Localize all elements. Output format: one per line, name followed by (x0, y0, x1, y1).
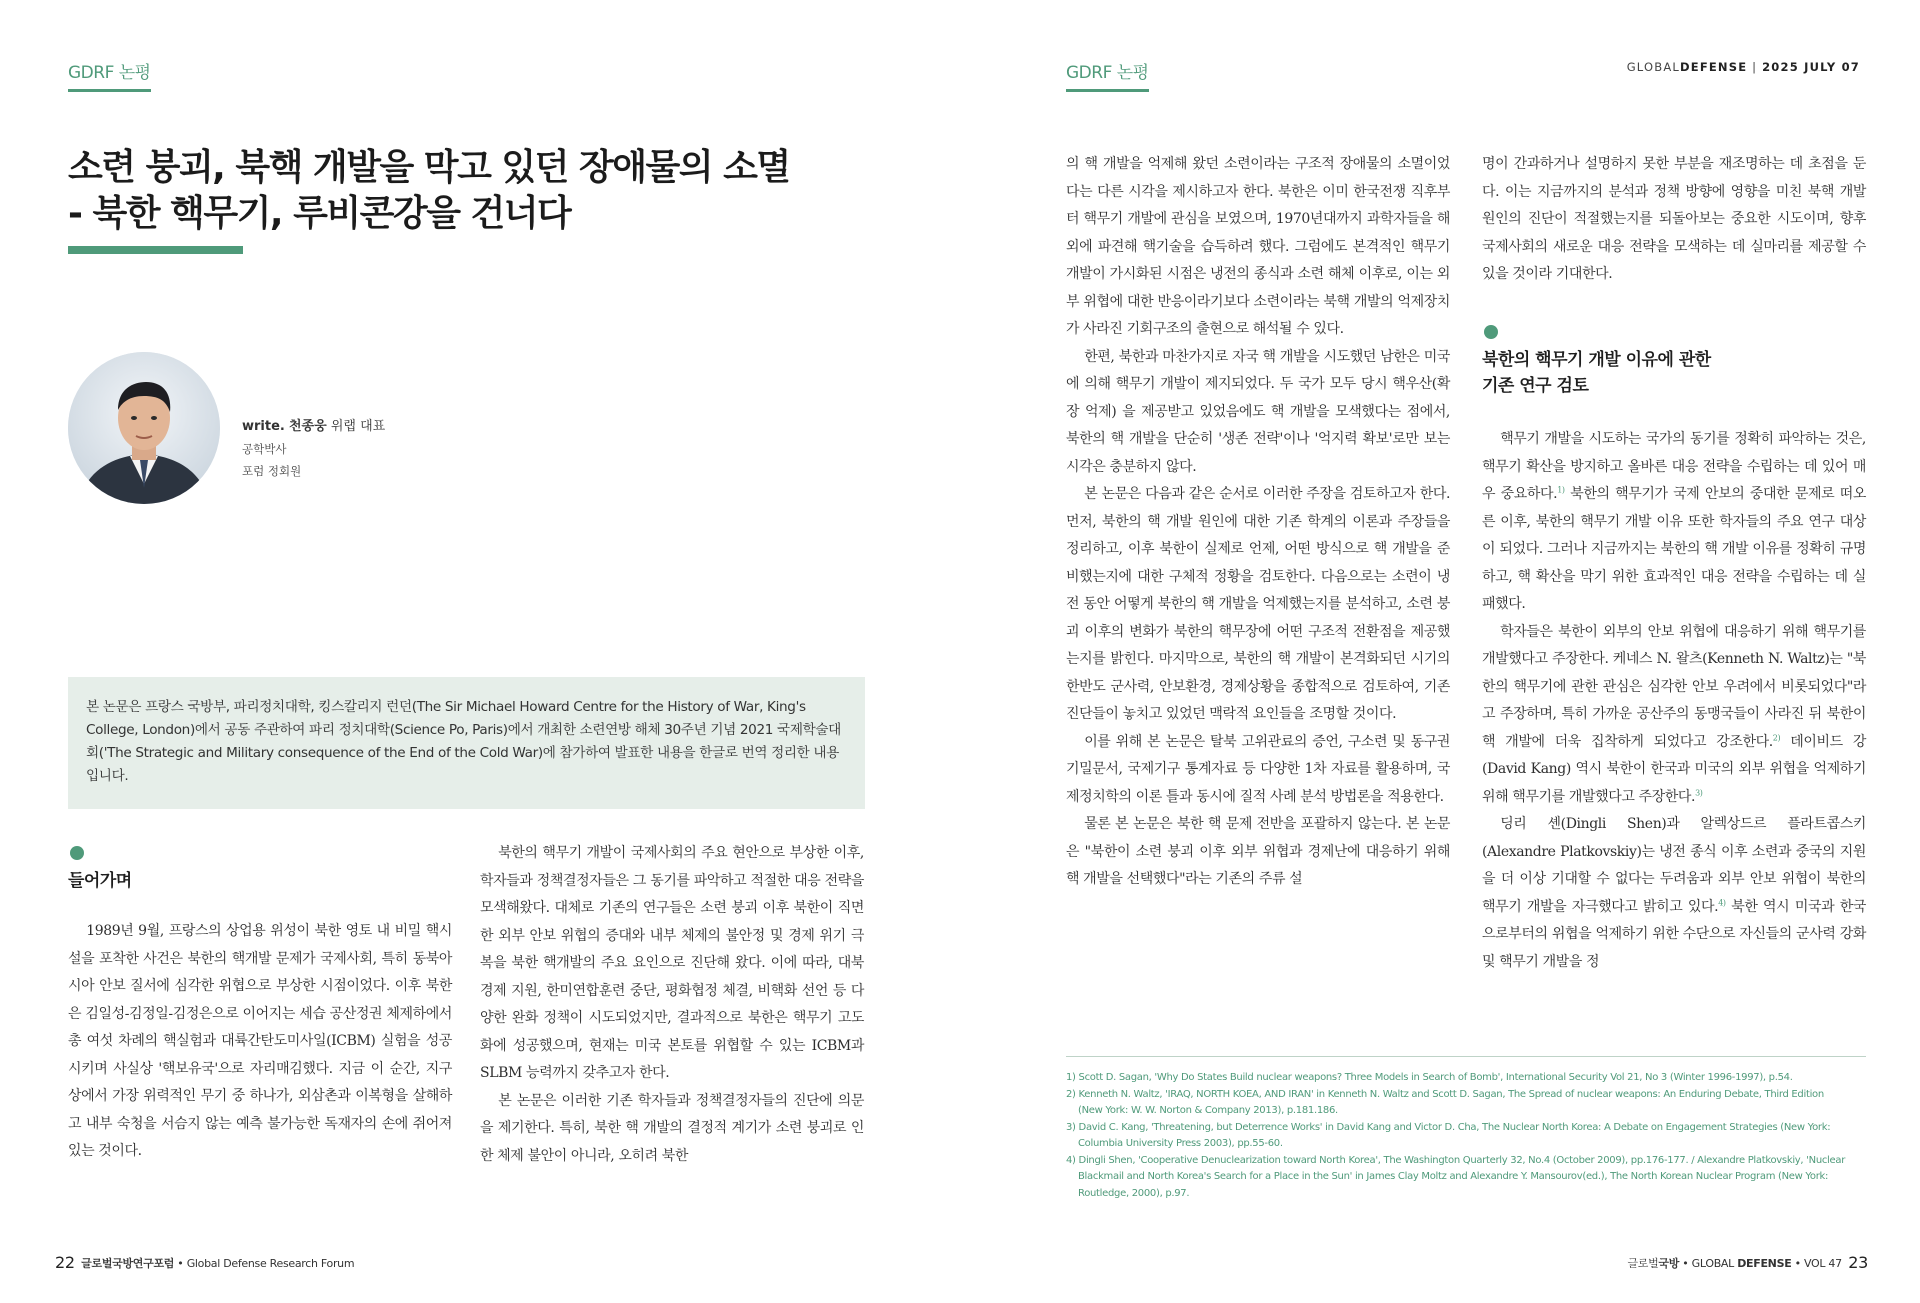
folio-english: Global Defense Research Forum (186, 1257, 355, 1270)
author-affiliation: 포럼 정회원 (242, 464, 302, 478)
folio-korean-light: 글로벌 (1627, 1257, 1659, 1270)
col4-paragraph-2-rest: 북한의 핵무기가 국제 안보의 중대한 문제로 떠오른 이후, 북한의 핵무기 개발 이유 또한 학자들의 주요 연구 대상이 되었다. 그러나 지금까지는 북한의 핵 개발 이유를 정확히 규명하고, 핵 확산을 막기 위한 효과적인 대응 전략을 수립하는 데 실패했다. (1482, 486, 1866, 612)
page-folio-left: 22 글로벌국방연구포럼 • Global Defense Research Forum (55, 1253, 355, 1272)
portrait-image (68, 352, 220, 504)
folio-vol: VOL 47 (1804, 1257, 1842, 1270)
folio-english-light: GLOBAL (1691, 1257, 1734, 1270)
running-head-issue: 2025 JULY 07 (1762, 60, 1860, 74)
footnote-2-cont: (New York: W. W. Norton & Company 2013), p.181.186. (1078, 1105, 1338, 1116)
abstract-box: 본 논문은 프랑스 국방부, 파리정치대학, 킹스칼리지 런던(The Sir Michael Howard Centre for the History of War, King's College, London)에서 공동 주관하여 파리 정치대학(Science Po, Paris)에서 개최한 소련연방 해체 30주년 기념 2021 국제학술대회('The Strategic and Military consequence of the End of the Cold War)에 참가하여 발표한 내용을 한글로 번역 정리한 내용입니다. (68, 677, 865, 809)
intro-paragraph: 1989년 9월, 프랑스의 상업용 위성이 북한 영토 내 비밀 핵시설을 포착한 사건은 북한의 핵개발 문제가 국제사회, 특히 동북아시아 안보 질서에 심각한 위협으로 부상한 시점이었다. 이후 북한은 김일성-김정일-김정은으로 이어지는 세습 공산정권 체제하에서 총 여섯 차례의 핵실험과 대륙간탄도미사일(ICBM) 실험을 성공시키며 사실상 '핵보유국'으로 자리매김했다. 지금 이 순간, 지구상에서 가장 위력적인 무기 중 하나가, 외삼촌과 이복형을 살해하고 내부 숙청을 서슴지 않는 예측 불가능한 독재자의 손에 쥐어져 있는 것이다. (68, 923, 452, 1159)
folio-korean-bold: 국방 (1658, 1257, 1680, 1270)
footnote-4: 4) Dingli Shen, 'Cooperative Denuclearization toward North Korea', The Washington Quarterly 32, No.4 (October 2009), pp.176-177. / Alexandre Platkovskiy, 'Nuclear (1066, 1154, 1846, 1166)
col3-paragraph-4: 이를 위해 본 논문은 탈북 고위관료의 증언, 구소련 및 동구권 기밀문서, 국제기구 통계자료 등 다양한 1차 자료를 활용하며, 국제정치학의 이론 틀과 동시에 질적 사례 분석 방법론을 적용한다. (1066, 733, 1450, 805)
col3-paragraph-5: 물론 본 논문은 북한 핵 문제 전반을 포괄하지 않는다. 본 논문은 "북한이 소련 붕괴 이후 외부 위협과 경제난에 대응하기 위해 핵 개발을 선택했다"라는 기존의 주류 설 (1066, 816, 1450, 887)
author-info (242, 416, 385, 482)
section-tag: GDRF 논평 (1066, 58, 1149, 92)
col4-paragraph-3 (1482, 619, 1866, 812)
col3-paragraph-2: 한편, 북한과 마찬가지로 자국 핵 개발을 시도했던 남한은 미국에 의해 핵무기 개발이 제지되었다. 두 국가 모두 당시 핵우산(확장 억제) 을 제공받고 있었음에도 핵 개발을 모색했다는 점에서, 북한의 핵 개발을 단순히 '생존 전략'이나 '억지력 확보'로만 보는 시각은 충분하지 않다. (1066, 348, 1450, 475)
footnote-ref-2: 2) (1772, 732, 1781, 742)
col4-paragraph-2-text: 핵무기 개발을 시도하는 국가의 동기를 정확히 파악하는 것은, 핵무기 확산을 방지하고 올바른 대응 전략을 수립하는 데 있어 매우 중요하다. (1482, 431, 1866, 502)
author-role: 위랩 대표 (330, 419, 386, 434)
col4-paragraph-4 (1482, 811, 1866, 976)
col2-paragraph-2: 본 논문은 이러한 기존 학자들과 정책결정자들의 진단에 의문을 제기한다. 특히, 북한 핵 개발의 결정적 계기가 소련 붕괴로 인한 체제 불안이 아니라, 오히려 북한 (480, 1092, 864, 1164)
review-heading-line-1: 북한의 핵무기 개발 이유에 관한 (1482, 350, 1711, 370)
footnote-divider (1066, 1056, 1866, 1057)
article-title (68, 145, 848, 237)
running-head-bold: DEFENSE (1680, 60, 1748, 74)
footnote-1: 1) Scott D. Sagan, 'Why Do States Build nuclear weapons? Three Models in Search of Bomb', International Security Vol 21, No 3 (Winter 1996-1997), p.54. (1066, 1072, 1793, 1083)
title-line-2: - 북한 핵무기, 루비콘강을 건너다 (68, 193, 571, 234)
running-head-prefix: GLOBAL (1626, 60, 1681, 74)
col4-paragraph-4-text: 딩리 셴(Dingli Shen)과 알렉상드르 플라트콥스키(Alexandre Platkovskiy)는 냉전 종식 이후 소련과 중국의 지원을 더 이상 기대할 수 없다는 두려움과 외부 안보 위협이 북한의 핵무기 개발을 자극했다고 밝히고 있다. (1482, 816, 1866, 915)
section-tag: GDRF 논평 (68, 58, 151, 92)
right-column-2-body (1482, 426, 1866, 976)
heading-bullet-dot (1484, 325, 1498, 339)
footnote-2: 2) Kenneth N. Waltz, 'IRAQ, NORTH KOEA, AND IRAN' in Kenneth N. Waltz and Scott D. Sagan, The Spread of nuclear weapons: An Enduring Debate, Third Edition (1066, 1088, 1824, 1100)
right-page (960, 0, 1920, 1303)
col4-paragraph-3-rest: 데이비드 강(David Kang) 역시 북한이 한국과 미국의 외부 위협을 억제하기 위해 핵무기를 개발했다고 주장한다. (1482, 733, 1866, 805)
review-heading-line-2: 기존 연구 검토 (1482, 376, 1589, 396)
left-column-2 (480, 840, 864, 1170)
heading-bullet-dot (70, 846, 84, 860)
col4-paragraph-2 (1482, 426, 1866, 619)
col3-paragraph-1: 의 핵 개발을 억제해 왔던 소련이라는 구조적 장애물의 소멸이었다는 다른 시각을 제시하고자 한다. 북한은 이미 한국전쟁 직후부터 핵무기 개발에 관심을 보였으며, 1970년대까지 과학자들을 해외에 파견해 핵기술을 습득하려 했다. 그럼에도 본격적인 핵무기 개발이 가시화된 시점은 냉전의 종식과 소련 해체 이후로, 이는 외부 위협에 대한 반응이라기보다 소련이라는 북핵 개발의 억제장치가 사라진 기회구조의 출현으로 해석될 수 있다. (1066, 156, 1450, 337)
footnote-3-cont: Columbia University Press 2003), pp.55-60. (1078, 1138, 1283, 1149)
title-line-1: 소련 붕괴, 북핵 개발을 막고 있던 장애물의 소멸 (68, 147, 790, 188)
footnote-ref-3: 3) (1695, 787, 1703, 797)
left-column-1 (68, 918, 452, 1166)
footnote-3: 3) David C. Kang, 'Threatening, but Deterrence Works' in David Kang and Victor D. Cha, The Nuclear North Korea: A Debate on Engagement Strategies (New York: (1066, 1121, 1831, 1133)
col4-paragraph-4-rest: 북한 역시 미국과 한국으로부터의 위협을 억제하기 위한 수단으로 자신들의 군사력 강화 및 핵무기 개발을 정 (1482, 898, 1866, 970)
author-degree: 공학박사 (242, 442, 287, 456)
footnote-ref-1: 1) (1557, 485, 1565, 495)
page-number: 22 (55, 1253, 75, 1272)
author-byline (242, 416, 385, 438)
running-head: GLOBALDEFENSE | 2025 JULY 07 (1626, 60, 1860, 74)
write-label: write. (242, 419, 285, 434)
col3-paragraph-3: 본 논문은 다음과 같은 순서로 이러한 주장을 검토하고자 한다. 먼저, 북한의 핵 개발 원인에 대한 기존 학계의 이론과 주장들을 정리하고, 이후 북한이 실제로 언제, 어떤 방식으로 핵 개발을 준비했는지에 대한 구체적 정황을 검토한다. 다음으로는 소련이 냉전 동안 어떻게 북한의 핵 개발을 억제했는지를 분석하고, 소련 붕괴 이후의 변화가 북한의 핵무장에 어떤 구조적 전환점을 제공했는지를 밝힌다. 마지막으로, 북한의 핵 개발이 본격화되던 시기의 한반도 군사력, 안보환경, 경제상황을 종합적으로 검토하여, 기존 진단들이 놓치고 있었던 맥락적 요인들을 조명할 것이다. (1066, 486, 1450, 722)
footnote-4-cont: Blackmail and North Korea's Search for a Place in the Sun' in James Clay Moltz and Alexandre Y. Mansourov(ed.), The North Korean Nuclear Program (New York: (1078, 1171, 1829, 1182)
author-name: 천종웅 (289, 419, 327, 434)
folio-korean: 글로벌국방연구포럼 (81, 1257, 175, 1270)
footnotes (1066, 1070, 1866, 1202)
page-number: 23 (1848, 1253, 1868, 1272)
intro-heading: 들어가며 (68, 871, 132, 891)
title-accent-bar (68, 246, 243, 254)
col2-paragraph-1: 북한의 핵무기 개발이 국제사회의 주요 현안으로 부상한 이후, 학자들과 정책결정자들은 그 동기를 파악하고 적절한 대응 전략을 모색해왔다. 대체로 기존의 연구들은 소련 붕괴 이후 북한이 직면한 외부 안보 위협의 증대와 내부 체제의 불안정 및 경제 위기 극복을 북한 핵개발의 주요 요인으로 진단해 왔다. 이에 따라, 대북 경제 지원, 한미연합훈련 중단, 평화협정 체결, 비핵화 선언 등 다양한 완화 정책이 시도되었지만, 결과적으로 북한은 핵무기 고도화에 성공했으며, 현재는 미국 본토를 위협할 수 있는 ICBM과 SLBM 능력까지 갖추고자 한다. (480, 845, 864, 1081)
page-folio-right: 글로벌국방 • GLOBAL DEFENSE • VOL 47 23 (1627, 1253, 1868, 1272)
col4-paragraph-1: 명이 간과하거나 설명하지 못한 부분을 재조명하는 데 초점을 둔다. 이는 지금까지의 분석과 정책 방향에 영향을 미친 북핵 개발 원인의 진단이 적절했는지를 되돌아보는 중요한 시도이며, 향후 국제사회의 새로운 대응 전략을 모색하는 데 실마리를 제공할 수 있을 것이라 기대한다. (1482, 156, 1866, 282)
author-portrait (68, 352, 220, 504)
footnote-4-cont-2: Routledge, 2000), p.97. (1078, 1187, 1190, 1199)
right-column-2 (1482, 151, 1866, 289)
right-column-1 (1066, 151, 1450, 894)
col4-paragraph-3-text: 학자들은 북한이 외부의 안보 위협에 대응하기 위해 핵무기를 개발했다고 주장한다. 케네스 N. 왈츠(Kenneth N. Waltz)는 "북한의 핵무기에 관한 관심은 심각한 안보 우려에서 비롯되었다"라고 주장하며, 특히 가까운 공산주의 동맹국들이 사라진 뒤 북한이 핵 개발에 더욱 집착하게 되었다고 강조한다. (1482, 623, 1866, 750)
footnote-ref-4: 4) (1718, 897, 1726, 907)
review-heading (1482, 347, 1711, 399)
folio-english-bold: DEFENSE (1737, 1257, 1792, 1270)
